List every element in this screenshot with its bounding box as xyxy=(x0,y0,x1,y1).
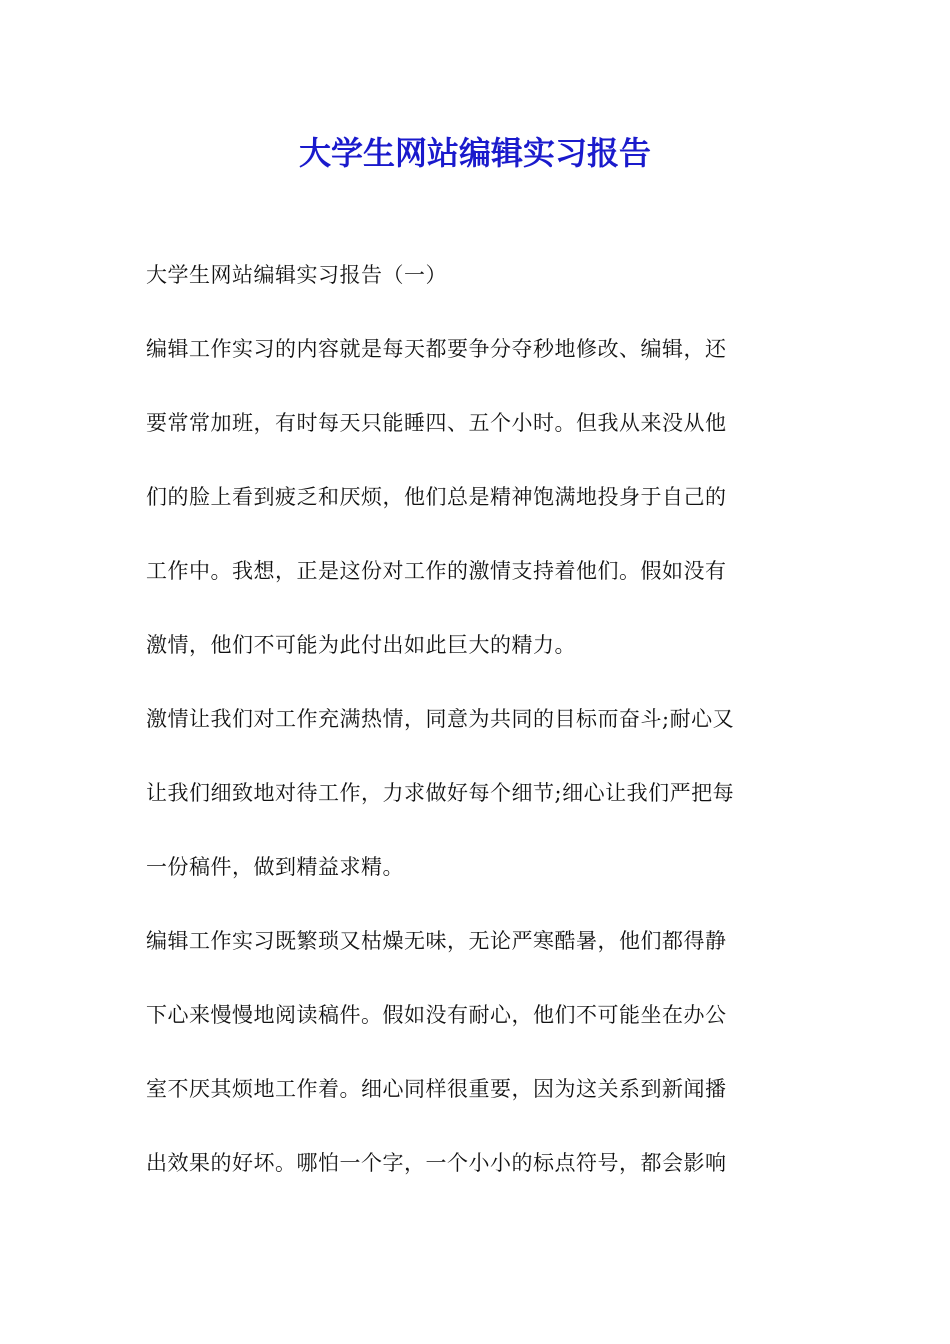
paragraph-line: 出效果的好坏。哪怕一个字，一个小小的标点符号，都会影响 xyxy=(146,1151,727,1175)
paragraph-3 xyxy=(146,904,816,1200)
section-heading-text: 大学生网站编辑实习报告（一） xyxy=(146,263,447,287)
paragraph-line: 让我们细致地对待工作，力求做好每个细节;细心让我们严把每 xyxy=(146,781,735,805)
paragraph-line: 编辑工作实习既繁琐又枯燥无味，无论严寒酷暑，他们都得静 xyxy=(146,929,727,953)
paragraph-1 xyxy=(146,312,816,682)
paragraph-line: 要常常加班，有时每天只能睡四、五个小时。但我从来没从他 xyxy=(146,411,727,435)
section-heading xyxy=(146,238,816,312)
paragraph-line: 工作中。我想，正是这份对工作的激情支持着他们。假如没有 xyxy=(146,559,727,583)
paragraph-line: 激情，他们不可能为此付出如此巨大的精力。 xyxy=(146,633,576,657)
paragraph-2 xyxy=(146,682,816,904)
paragraph-line: 编辑工作实习的内容就是每天都要争分夺秒地修改、编辑，还 xyxy=(146,337,727,361)
document-body xyxy=(146,238,816,1200)
paragraph-line: 室不厌其烦地工作着。细心同样很重要，因为这关系到新闻播 xyxy=(146,1077,727,1101)
paragraph-line: 激情让我们对工作充满热情，同意为共同的目标而奋斗;耐心又 xyxy=(146,707,735,731)
paragraph-line: 们的脸上看到疲乏和厌烦，他们总是精神饱满地投身于自己的 xyxy=(146,485,727,509)
document-title: 大学生网站编辑实习报告 xyxy=(298,134,651,172)
paragraph-line: 一份稿件，做到精益求精。 xyxy=(146,855,404,879)
paragraph-line: 下心来慢慢地阅读稿件。假如没有耐心，他们不可能坐在办公 xyxy=(146,1003,727,1027)
